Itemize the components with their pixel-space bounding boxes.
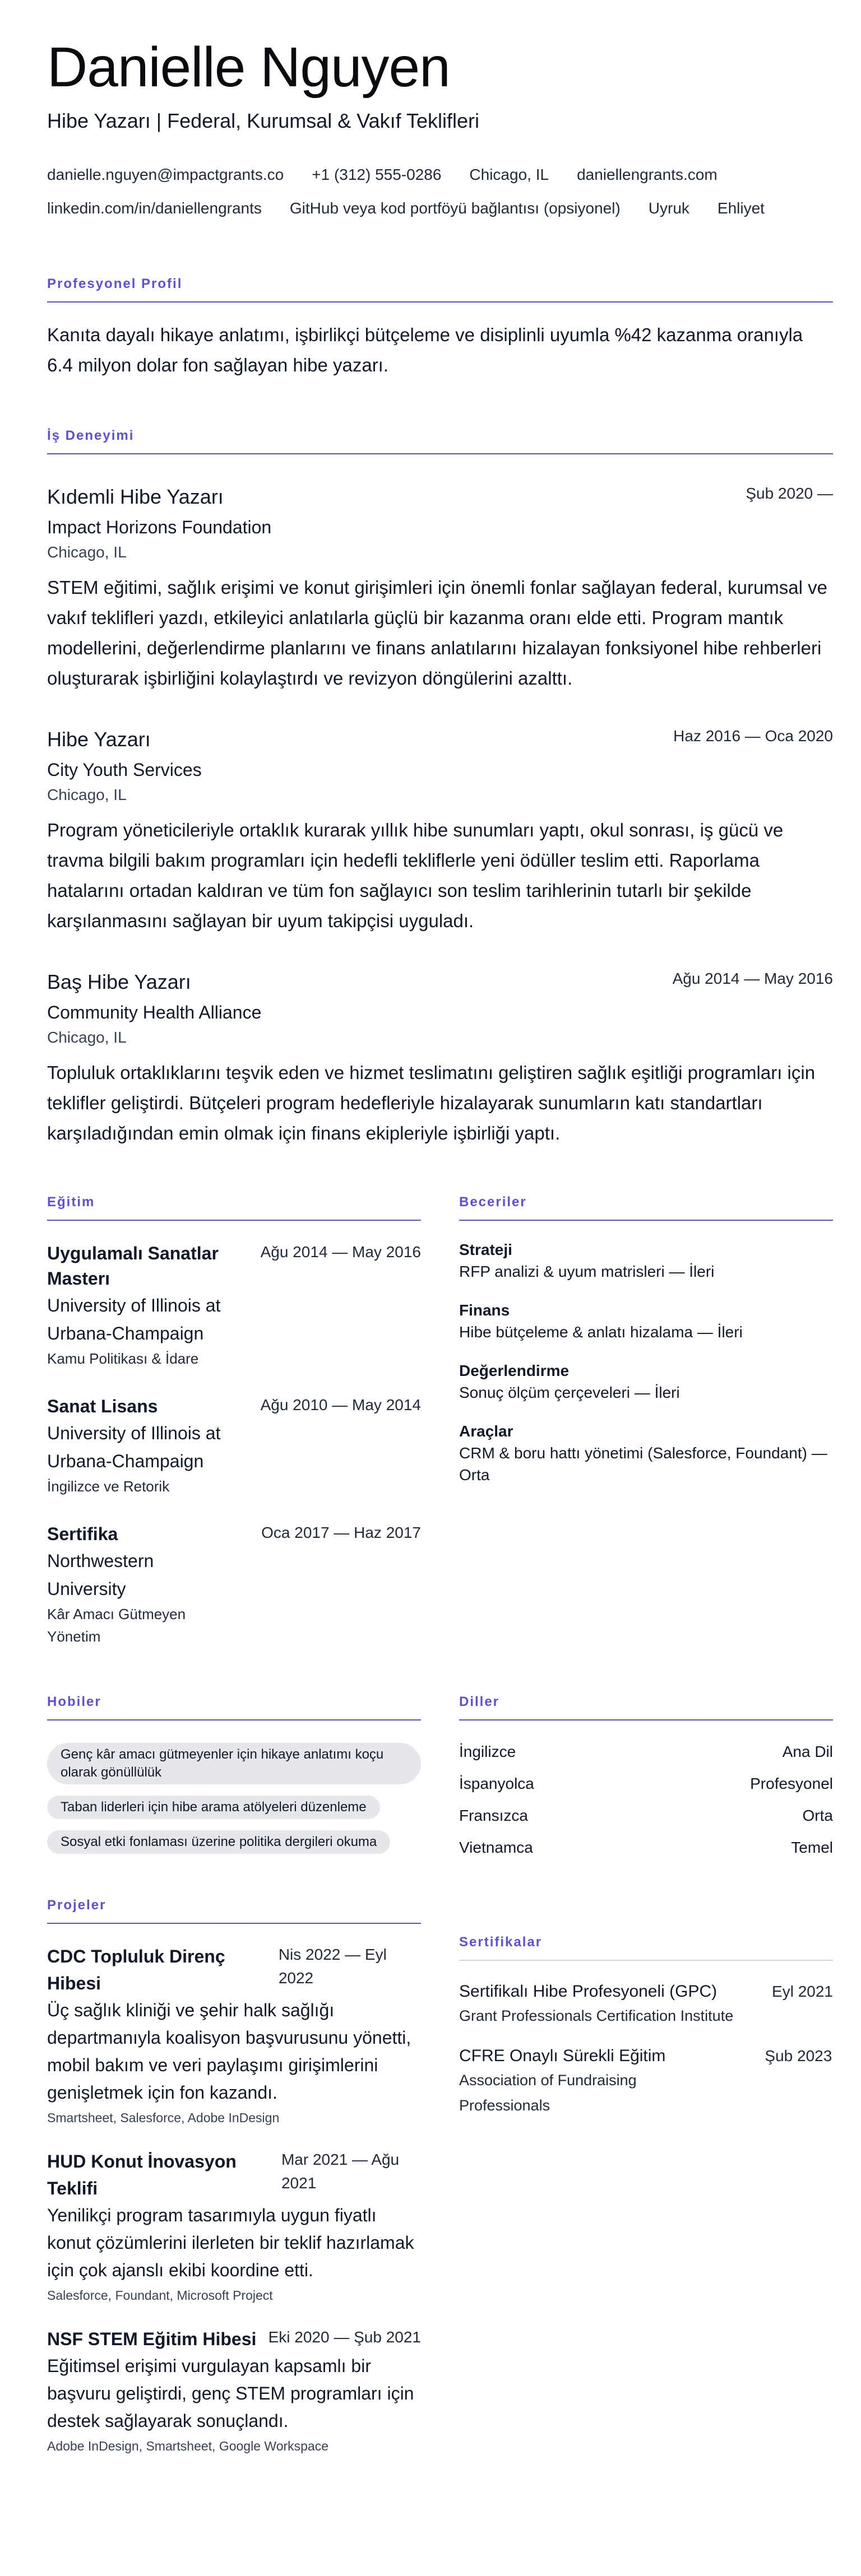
candidate-name: Danielle Nguyen [47, 36, 450, 99]
skill-value: CRM & boru hattı yönetimi (Salesforce, Foundant) — Orta [459, 1444, 827, 1484]
job-entry [47, 482, 833, 694]
section-heading: Eğitim [47, 1194, 421, 1221]
project-tools: Smartsheet, Salesforce, Adobe InDesign [47, 2110, 280, 2125]
profile-section [47, 276, 833, 380]
contact-website[interactable]: daniellengrants.com [577, 166, 718, 183]
job-location: Chicago, IL [47, 1029, 127, 1046]
hobbies-section [47, 1694, 421, 1854]
contact-license: Ehliyet [717, 199, 765, 217]
language-row [459, 1831, 833, 1863]
job-date: Ağu 2014 — May 2016 [672, 970, 833, 987]
section-heading: Hobiler [47, 1694, 421, 1721]
contact-location: Chicago, IL [469, 166, 549, 183]
job-location: Chicago, IL [47, 543, 127, 561]
job-description: STEM eğitimi, sağlık erişimi ve konut girişimleri için önemli fonlar sağlayan federal, kurumsal ve vakıf teklifleri yazdı, etkileyici anlatılarla güçlü bir kazanma oranı elde etti. Program mantık modellerini, değerlendirme planlarını ve finans anlatılarını hizalayan fonksiyonel hibe rehberleri oluşturarak işbirliğini kolaylaştırdı ve revizyon döngülerini azalttı. [47, 577, 827, 689]
contact-linkedin[interactable]: linkedin.com/in/daniellengrants [47, 199, 262, 217]
project-tools: Adobe InDesign, Smartsheet, Google Workspace [47, 2439, 329, 2453]
education-degree: Uygulamalı Sanatlar Masterı [47, 1243, 219, 1289]
education-school: University of Illinois at Urbana-Champaign [47, 1423, 221, 1471]
language-level: Profesyonel [750, 1775, 833, 1792]
job-date: Şub 2020 — [746, 485, 833, 502]
contact-email[interactable]: danielle.nguyen@impactgrants.co [47, 166, 284, 183]
hobby-chip: Genç kâr amacı gütmeyenler için hikaye anlatımı koçu olarak gönüllülük [47, 1743, 421, 1784]
skill-value: RFP analizi & uyum matrisleri — İleri [459, 1263, 715, 1280]
education-entry [47, 1394, 421, 1498]
language-name: Fransızca [459, 1807, 528, 1824]
job-description: Program yöneticileriyle ortaklık kurarak yıllık hibe sunumları yaptı, okul sonrası, iş gücü ve travma bilgili bakım programları için hedefli tekliflerle yeni ödüller teslim etti. Raporlama hatalarını ortadan kaldıran ve tüm fon sağlayıcı son teslim tarihlerinin tutarlı bir şekilde karşılanmasını sağlayan bir uyum takipçisi uyguladı. [47, 820, 784, 931]
certification-issuer: Grant Professionals Certification Institute [459, 2007, 734, 2024]
skill-group [459, 1300, 833, 1343]
language-name: Vietnamca [459, 1839, 533, 1856]
job-company: Community Health Alliance [47, 1002, 262, 1022]
project-entry [47, 2326, 421, 2457]
skills-section [459, 1194, 833, 1486]
skill-value: Hibe bütçeleme & anlatı hizalama — İleri [459, 1323, 743, 1341]
section-heading: Diller [459, 1694, 833, 1721]
job-location: Chicago, IL [47, 786, 127, 803]
candidate-headline: Hibe Yazarı | Federal, Kurumsal & Vakıf Teklifleri [47, 109, 479, 132]
job-title: Kıdemli Hibe Yazarı [47, 485, 224, 508]
language-level: Ana Dil [782, 1743, 833, 1760]
skill-group [459, 1239, 833, 1282]
skill-category: Değerlendirme [459, 1362, 570, 1379]
resume-header [47, 36, 833, 225]
certification-date: Şub 2023 [765, 2047, 832, 2064]
projects-section [47, 1897, 421, 2457]
language-name: İngilizce [459, 1743, 516, 1760]
certifications-section [459, 1897, 833, 2118]
skill-category: Finans [459, 1301, 510, 1319]
project-date: Eki 2020 — Şub 2021 [268, 2328, 421, 2346]
job-date: Haz 2016 — Oca 2020 [673, 727, 833, 745]
contact-github[interactable]: GitHub veya kod portföyü bağlantısı (opsiyonel) [289, 199, 621, 217]
education-school: Northwestern University [47, 1551, 154, 1599]
certification-title: CFRE Onaylı Sürekli Eğitim [459, 2047, 666, 2065]
skill-group [459, 1421, 833, 1486]
project-description: Yenilikçi program tasarımıyla uygun fiyatlı konut çözümlerini ilerleten bir teklif hazırlamak için çok ajanslı ekibi koordine etti. [47, 2205, 414, 2280]
job-entry [47, 968, 833, 1148]
two-column-row [47, 1694, 833, 1863]
experience-section [47, 427, 833, 1148]
project-title: NSF STEM Eğitim Hibesi [47, 2329, 257, 2349]
education-degree: Sanat Lisans [47, 1396, 158, 1416]
education-date: Oca 2017 — Haz 2017 [261, 1524, 421, 1541]
certification-issuer: Association of Fundraising Professionals [459, 2072, 637, 2114]
certification-entry [459, 1980, 833, 2029]
job-description: Topluluk ortaklıklarını teşvik eden ve hizmet teslimatını geliştiren sağlık eşitliği programları için teklifler geliştirdi. Bütçeleri program hedefleriyle hizalayarak sunumların katı standartları karşıladığından emin olmak için finans ekipleriyle işbirliği yaptı. [47, 1062, 816, 1143]
language-row [459, 1800, 833, 1831]
project-title: CDC Topluluk Direnç Hibesi [47, 1946, 225, 1993]
job-title: Hibe Yazarı [47, 728, 151, 751]
education-date: Ağu 2014 — May 2016 [260, 1243, 421, 1261]
project-entry [47, 1943, 421, 2129]
two-column-row [47, 1194, 833, 1648]
project-date: Mar 2021 — Ağu 2021 [281, 2151, 400, 2192]
skill-group [459, 1360, 833, 1403]
language-row [459, 1736, 833, 1768]
project-description: Üç sağlık kliniği ve şehir halk sağlığı departmanıyla koalisyon başvurusunu yönetti, mobil bakım ve veri paylaşımı girişimlerini genişletmek için fon kazandı. [47, 2000, 411, 2103]
project-description: Eğitimsel erişimi vurgulayan kapsamlı bir başvuru geliştirdi, genç STEM programları için destek sağlayarak sonuçlandı. [47, 2356, 414, 2431]
profile-summary: Kanıta dayalı hikaye anlatımı, işbirlikçi bütçeleme ve disiplinli uyumla %42 kazanma oranıyla 6.4 milyon dolar fon sağlayan hibe yazarı. [47, 324, 803, 375]
education-entry [47, 1241, 421, 1370]
language-list [459, 1736, 833, 1863]
education-school: University of Illinois at Urbana-Champaign [47, 1295, 221, 1343]
education-section [47, 1194, 421, 1648]
language-level: Orta [802, 1807, 833, 1824]
project-entry [47, 2148, 421, 2307]
skill-category: Strateji [459, 1241, 512, 1258]
contact-list [47, 158, 833, 225]
certification-date: Eyl 2021 [772, 1983, 833, 2000]
education-field: İngilizce ve Retorik [47, 1478, 170, 1495]
language-row [459, 1768, 833, 1800]
project-title: HUD Konut İnovasyon Teklifi [47, 2151, 237, 2198]
section-heading: Profesyonel Profil [47, 276, 833, 303]
certification-entry [459, 2044, 833, 2118]
job-company: Impact Horizons Foundation [47, 517, 272, 537]
job-entry [47, 725, 833, 936]
education-entry [47, 1522, 421, 1648]
job-company: City Youth Services [47, 760, 202, 780]
languages-section [459, 1694, 833, 1863]
education-degree: Sertifika [47, 1524, 118, 1544]
project-date: Nis 2022 — Eyl 2022 [278, 1946, 387, 1987]
section-heading: Sertifikalar [459, 1934, 833, 1961]
skill-category: Araçlar [459, 1422, 513, 1440]
job-title: Baş Hibe Yazarı [47, 970, 191, 993]
section-heading: Beceriler [459, 1194, 833, 1221]
project-tools: Salesforce, Foundant, Microsoft Project [47, 2288, 273, 2303]
education-date: Ağu 2010 — May 2014 [260, 1396, 421, 1413]
two-column-row [47, 1897, 833, 2457]
certification-title: Sertifikalı Hibe Profesyoneli (GPC) [459, 1982, 718, 2001]
education-field: Kamu Politikası & İdare [47, 1350, 199, 1367]
section-heading: İş Deneyimi [47, 427, 833, 454]
contact-nationality: Uyruk [648, 199, 689, 217]
hobby-chip: Sosyal etki fonlaması üzerine politika dergileri okuma [47, 1830, 390, 1854]
hobby-list [47, 1743, 421, 1854]
skill-value: Sonuç ölçüm çerçeveleri — İleri [459, 1384, 680, 1401]
language-level: Temel [791, 1839, 833, 1856]
contact-phone[interactable]: +1 (312) 555-0286 [312, 166, 442, 183]
hobby-chip: Taban liderleri için hibe arama atölyeleri düzenleme [47, 1796, 380, 1819]
education-field: Kâr Amacı Gütmeyen Yönetim [47, 1606, 186, 1645]
section-heading: Projeler [47, 1897, 421, 1924]
language-name: İspanyolca [459, 1775, 534, 1792]
